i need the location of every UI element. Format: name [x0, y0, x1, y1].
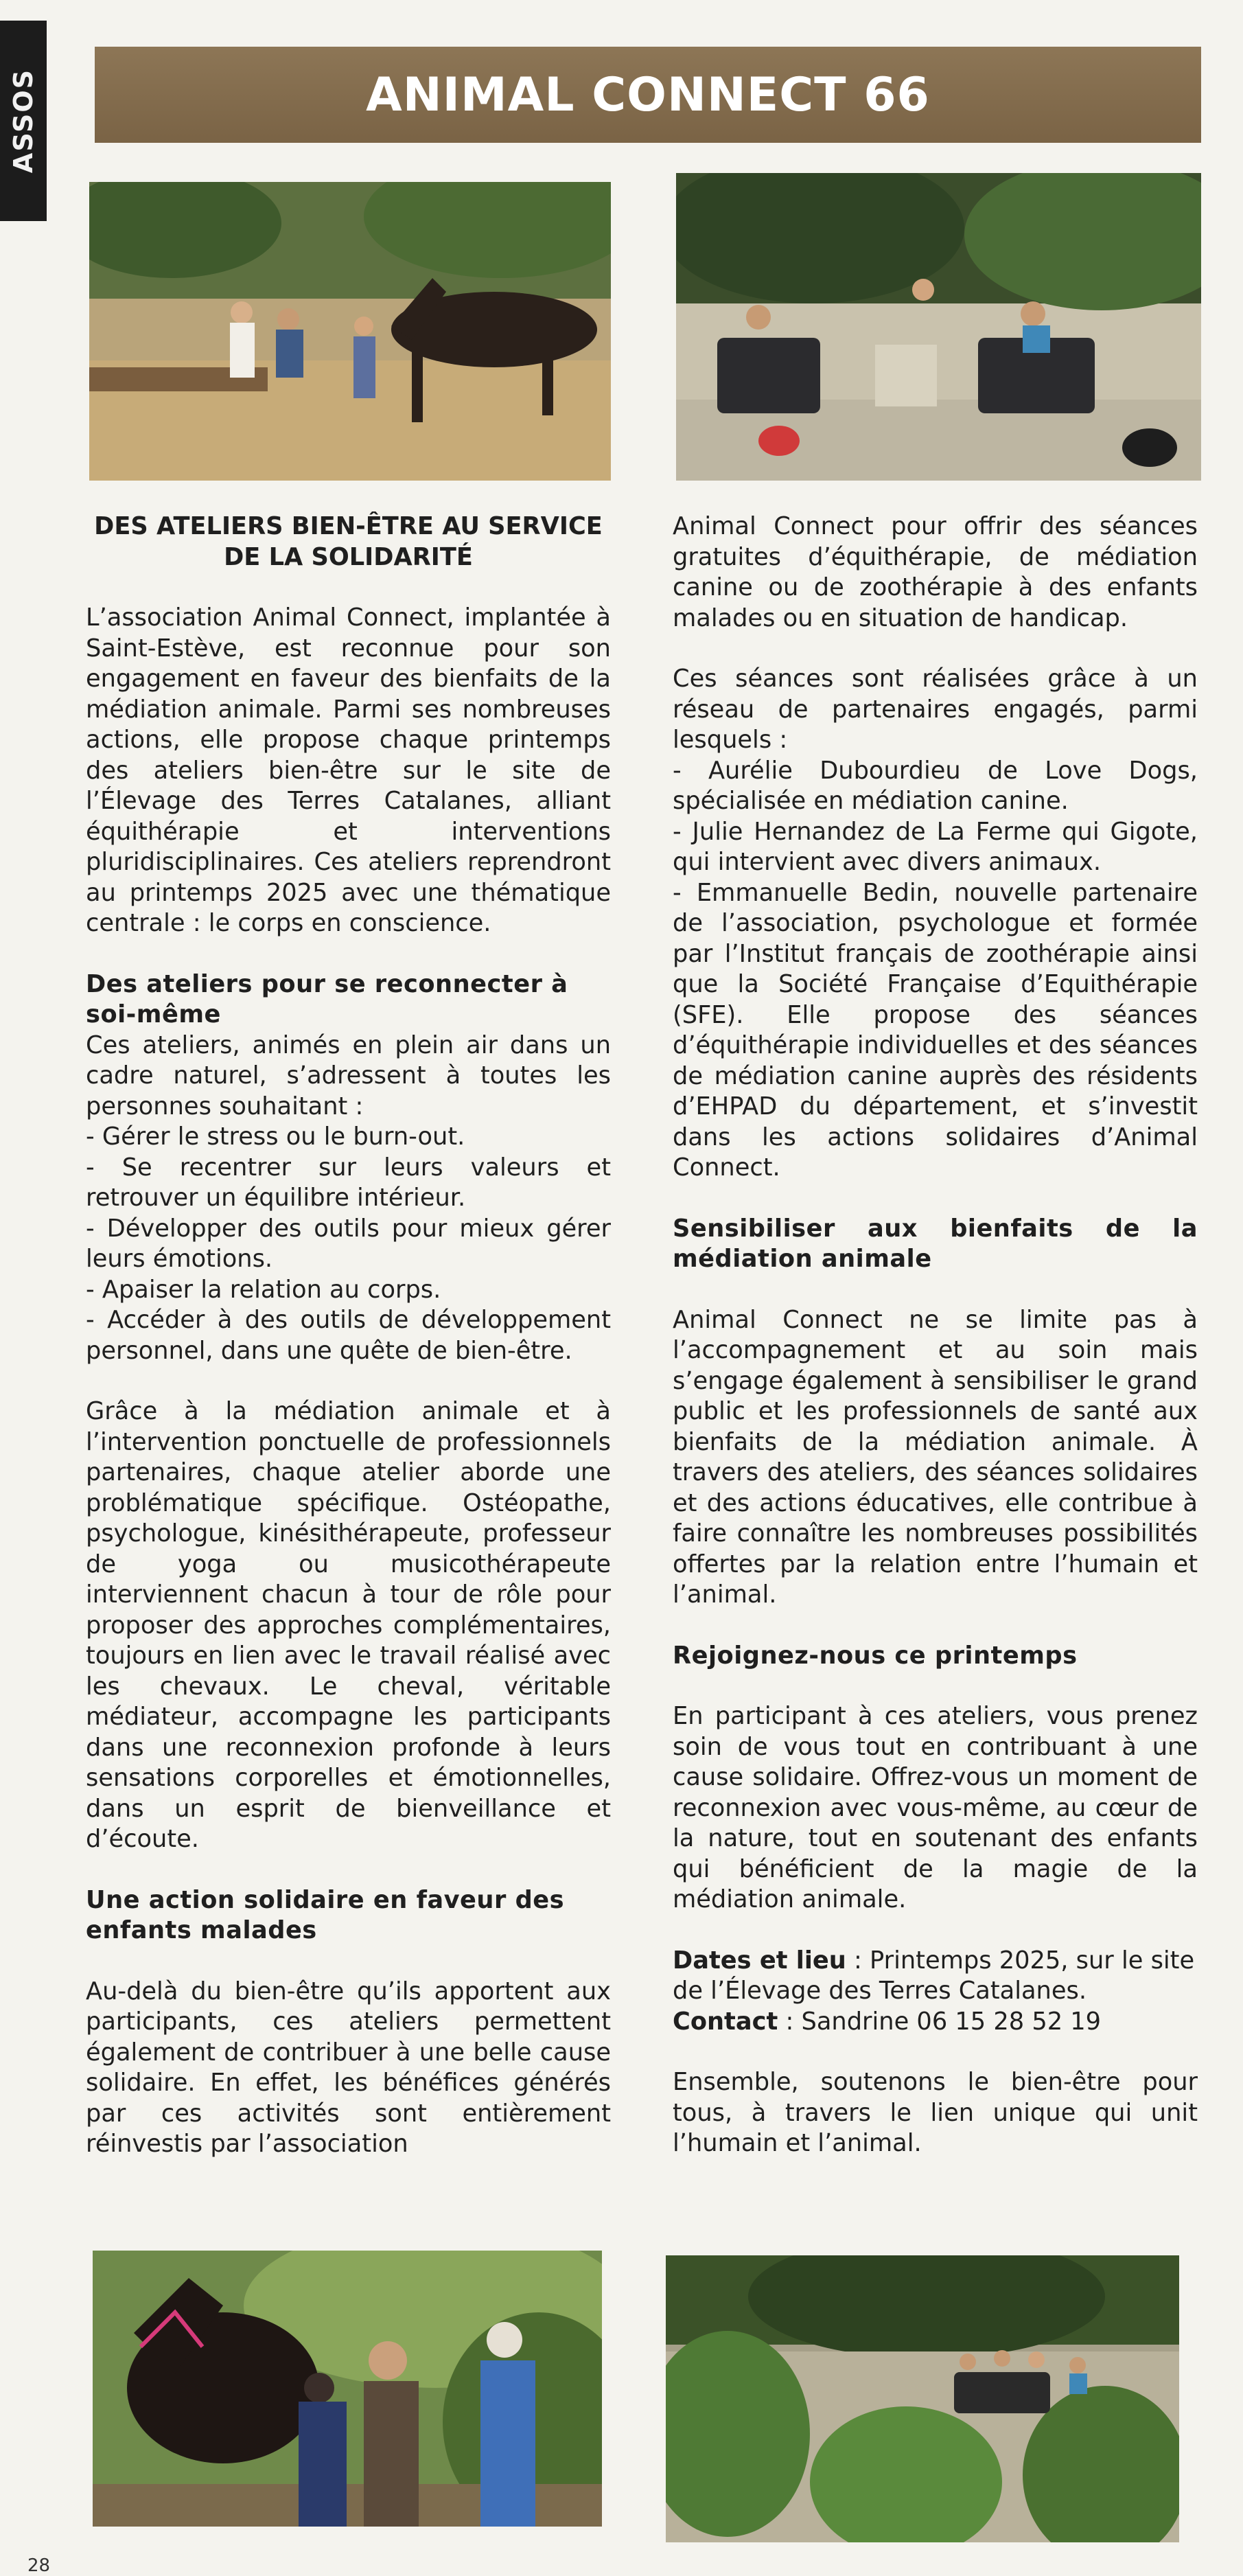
intro-paragraph: L’association Animal Connect, implantée à Saint-Estève, est reconnue pour son engagement en faveur des bienfaits de la médiation animale. Parmi ses nombreuses actions, elle propose chaque printemps des ateliers bien-être sur le site de l’Élevage des Terres Catalanes, alliant équithérapie et interventions pluridisciplinaires. Ces ateliers reprendront au printemps 2025 avec une thématique centrale : le corps en conscience.: [86, 603, 611, 937]
contact-line: [673, 2007, 1198, 2038]
photo-garden-group: [666, 2255, 1179, 2542]
section-tab-label: ASSOS: [8, 68, 38, 174]
closing-paragraph: Ensemble, soutenons le bien-être pour tous, à travers le lien unique qui unit l’humain et l’animal.: [673, 2068, 1198, 2157]
photo-horse-people: [93, 2251, 602, 2527]
continuation-paragraph: Animal Connect pour offrir des séances gratuites d’équithérapie, de médiation canine ou de zoothérapie à des enfants malades ou en situation de handicap.: [673, 512, 1198, 632]
banner-title: ANIMAL CONNECT 66: [95, 47, 1201, 143]
bullet-item: - Accéder à des outils de développement personnel, dans une quête de bien-être.: [86, 1306, 611, 1365]
partners-intro: Ces séances sont réalisées grâce à un réseau de partenaires engagés, parmi lesquels :: [673, 665, 1198, 754]
contact-value: : Sandrine 06 15 28 52 19: [778, 2007, 1102, 2036]
bullet-item: - Se recentrer sur leurs valeurs et retrouver un équilibre intérieur.: [86, 1153, 611, 1212]
solidarity-paragraph: Au-delà du bien-être qu’ils apportent aux participants, ces ateliers permettent également de contribuer à une belle cause solidaire. En effet, les bénéfices générés par ces activités sont entièrement réinvestis par l’association: [86, 1977, 611, 2158]
workshops-paragraph: Ces ateliers, animés en plein air dans un cadre naturel, s’adressent à toutes les personnes souhaitant :: [86, 1031, 611, 1120]
heading-reconnect: Des ateliers pour se reconnecter à soi-même: [86, 969, 568, 1028]
mediation-paragraph: Grâce à la médiation animale et à l’intervention ponctuelle de professionnels partenaires, chaque atelier aborde une problématique spécifique. Ostéopathe, psychologue, kinésithérapeute, professeur de yoga ou musicothérapeute interviennent chacun à tour de rôle pour proposer des approches complémentaires, toujours en lien avec le travail réalisé avec les chevaux. Le cheval, véritable médiateur, accompagne les participants dans une reconnexion profonde à leurs sensations corporelles et émotionnelles, dans un esprit de bienveillance et d’écoute.: [86, 1397, 611, 1853]
awareness-paragraph: Animal Connect ne se limite pas à l’accompagnement et au soin mais s’engage également à sensibiliser le grand public et les professionnels de santé aux bienfaits de la médiation animale. À travers des ateliers, des séances solidaires et des actions éducatives, elle contribue à faire connaître les nombreuses possibilités offertes par la relation entre l’humain et l’animal.: [673, 1305, 1198, 1609]
photo-seated-group: [676, 173, 1201, 481]
bullet-item: - Gérer le stress ou le burn-out.: [86, 1123, 465, 1151]
partner-item: - Julie Hernandez de La Ferme qui Gigote, qui intervient avec divers animaux.: [673, 817, 1198, 876]
section-tab: [0, 21, 47, 221]
page-number: 28: [27, 2555, 51, 2576]
dates-value: : Printemps 2025, sur le site de l’Élevage des Terres Catalanes.: [673, 1946, 1195, 2005]
partner-item: - Aurélie Dubourdieu de Love Dogs, spécialisée en médiation canine.: [673, 756, 1198, 815]
article-title: DES ATELIERS BIEN-ÊTRE AU SERVICE DE LA SOLIDARITÉ: [94, 512, 603, 571]
dates-line: [673, 1946, 1198, 2007]
right-column: [673, 511, 1198, 2159]
photo-horse-group: [89, 182, 611, 481]
left-column: [86, 511, 611, 2160]
dates-label: Dates et lieu: [673, 1946, 846, 1975]
contact-label: Contact: [673, 2007, 778, 2036]
bullet-item: - Développer des outils pour mieux gérer leurs émotions.: [86, 1214, 611, 1273]
partner-item: - Emmanuelle Bedin, nouvelle partenaire de l’association, psychologue et formée par l’Institut français de zoothérapie ainsi que la Société Française d’Equithérapie (SFE). Elle propose des séances d’équithérapie individuelles et des séances de médiation canine auprès des résidents d’EHPAD du département, et s’investit dans les actions solidaires d’Animal Connect.: [673, 878, 1198, 1182]
heading-awareness: Sensibiliser aux bienfaits de la médiation animale: [673, 1214, 1198, 1273]
bullet-item: - Apaiser la relation au corps.: [86, 1275, 441, 1304]
heading-join: Rejoignez-nous ce printemps: [673, 1641, 1078, 1670]
join-paragraph: En participant à ces ateliers, vous prenez soin de vous tout en contribuant à une cause solidaire. Offrez-vous un moment de reconnexion avec vous-même, au cœur de la nature, tout en soutenant des enfants qui bénéficient de la magie de la médiation animale.: [673, 1702, 1198, 1913]
heading-solidarity: Une action solidaire en faveur des enfants malades: [86, 1885, 565, 1944]
